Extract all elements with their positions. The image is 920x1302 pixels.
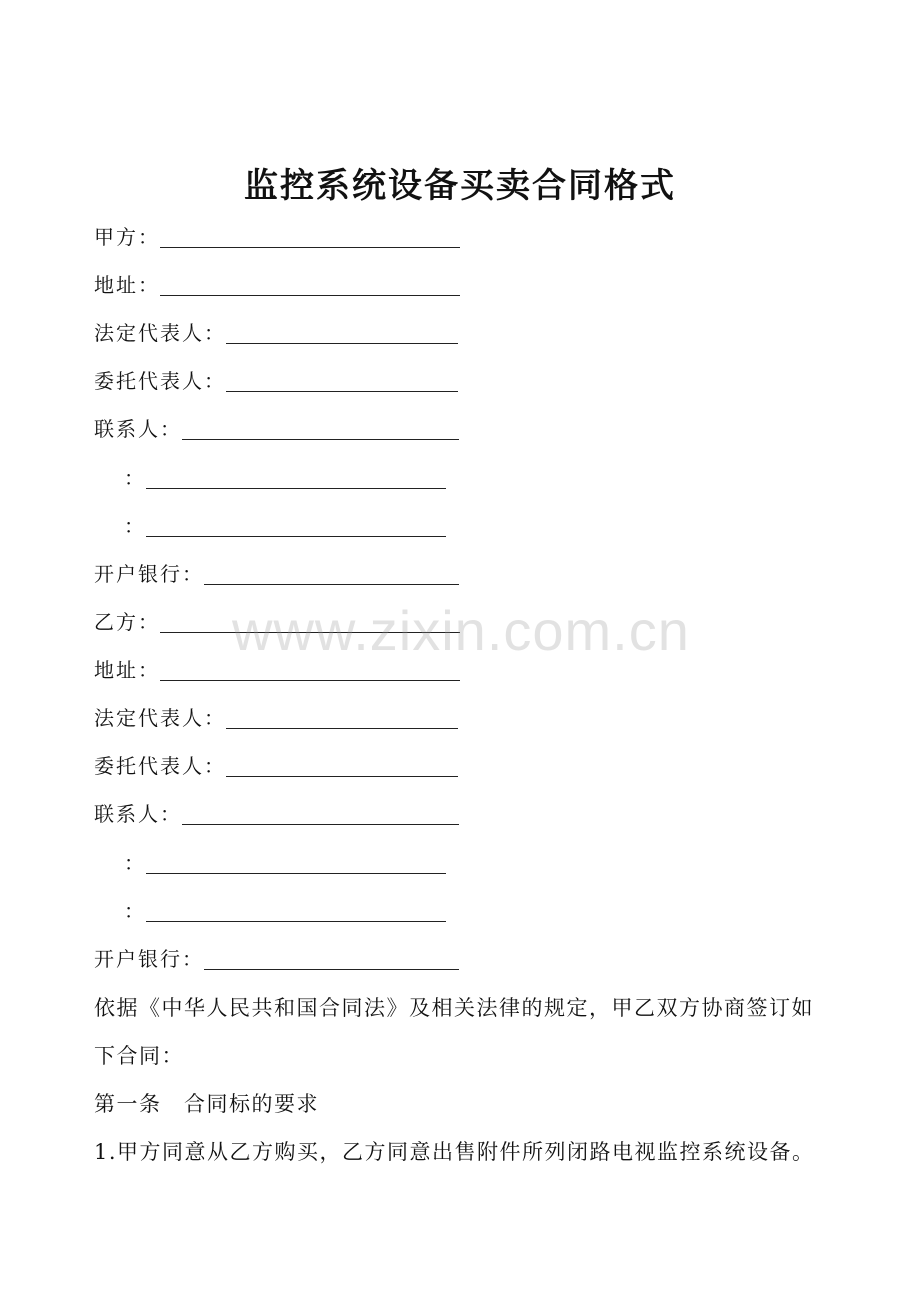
party-a-legal-rep-blank — [226, 319, 458, 344]
party-b-bank-field — [94, 944, 459, 974]
party-b-address-blank — [160, 656, 460, 681]
party-b-blank-2-label: ： — [124, 899, 146, 923]
intro-paragraph-line-2: 下合同： — [94, 1044, 184, 1068]
party-a-blank-2-line — [146, 512, 446, 537]
party-b-blank-2-line — [146, 897, 446, 922]
party-a-address-blank — [160, 271, 460, 296]
party-a-agent-blank — [226, 367, 458, 392]
party-b-legal-rep-field — [94, 703, 458, 733]
party-b-legal-rep-label: 法定代表人： — [94, 706, 226, 730]
party-a-agent-label: 委托代表人： — [94, 369, 226, 393]
party-a-name-blank — [160, 223, 460, 248]
party-b-bank-blank — [204, 945, 459, 970]
party-a-blank-1-field — [124, 463, 446, 493]
party-a-contact-field — [94, 414, 459, 444]
party-a-blank-2-field — [124, 511, 446, 541]
party-b-name-blank — [160, 608, 460, 633]
party-b-address-field — [94, 655, 460, 685]
watermark: www.zixin.com.cn — [232, 599, 690, 662]
party-b-bank-label: 开户银行： — [94, 947, 204, 971]
intro-paragraph-line-1: 依据《中华人民共和国合同法》及相关法律的规定，甲乙双方协商签订如 — [94, 996, 814, 1020]
article-1-heading: 第一条 合同标的要求 — [94, 1092, 319, 1116]
party-a-bank-field — [94, 559, 459, 589]
party-a-blank-2-label: ： — [124, 514, 146, 538]
party-a-name-field — [94, 222, 460, 252]
party-b-blank-1-label: ： — [124, 851, 146, 875]
party-b-agent-label: 委托代表人： — [94, 754, 226, 778]
article-1-item-1: 1.甲方同意从乙方购买，乙方同意出售附件所列闭路电视监控系统设备。 — [94, 1140, 815, 1164]
party-b-blank-1-line — [146, 849, 446, 874]
party-b-agent-blank — [226, 752, 458, 777]
party-a-contact-blank — [182, 415, 459, 440]
party-b-name-label: 乙方： — [94, 610, 160, 634]
party-a-legal-rep-field — [94, 318, 458, 348]
party-b-blank-2-field — [124, 896, 446, 926]
party-a-name-label: 甲方： — [94, 225, 160, 249]
party-b-name-field — [94, 607, 460, 637]
party-b-contact-field — [94, 799, 459, 829]
party-a-agent-field — [94, 366, 458, 396]
party-a-blank-1-label: ： — [124, 466, 146, 490]
party-a-bank-blank — [204, 560, 459, 585]
party-a-blank-1-line — [146, 464, 446, 489]
party-a-bank-label: 开户银行： — [94, 562, 204, 586]
party-b-agent-field — [94, 751, 458, 781]
party-a-legal-rep-label: 法定代表人： — [94, 321, 226, 345]
party-b-blank-1-field — [124, 848, 446, 878]
party-b-legal-rep-blank — [226, 704, 458, 729]
party-a-address-field — [94, 270, 460, 300]
party-a-address-label: 地址： — [94, 273, 160, 297]
party-b-contact-blank — [182, 800, 459, 825]
party-b-address-label: 地址： — [94, 658, 160, 682]
document-title: 监控系统设备买卖合同格式 — [244, 166, 676, 206]
party-a-contact-label: 联系人： — [94, 417, 182, 441]
party-b-contact-label: 联系人： — [94, 802, 182, 826]
